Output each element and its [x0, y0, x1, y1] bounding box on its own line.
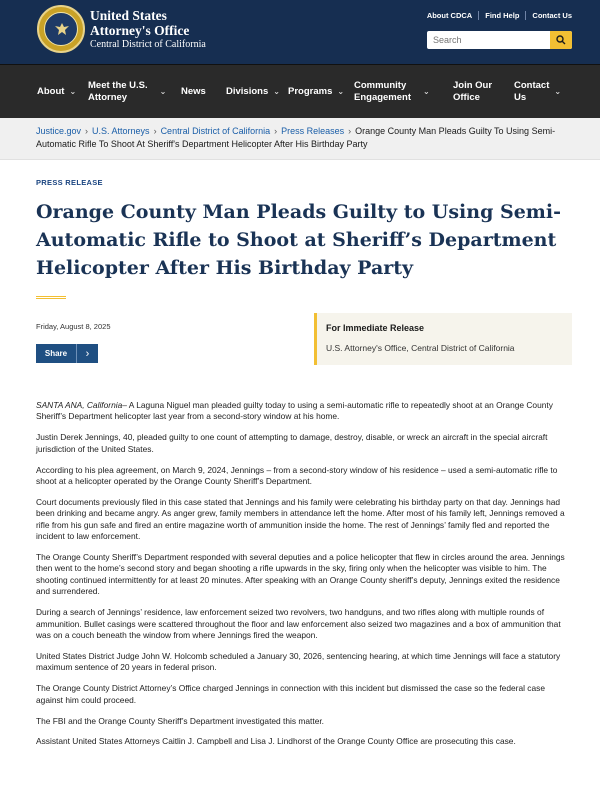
nav-item-contact[interactable] — [514, 65, 561, 119]
breadcrumb-link[interactable]: Central District of California — [160, 126, 271, 136]
nav-label — [453, 80, 492, 104]
nav-item-meet-attorney[interactable] — [88, 65, 166, 119]
chevron-down-icon: ⌄ — [554, 87, 562, 96]
breadcrumb-separator: › — [274, 126, 278, 136]
body-paragraph: According to his plea agreement, on March 9, 2024, Jennings – from a second-story window of his residence – used a semi-automatic rifle to shoot at a helicopter operated by the Orange County Sheriff’s Department. — [36, 464, 558, 487]
body-paragraph: Justin Derek Jennings, 40, pleaded guilty to one count of attempting to damage, destroy, disable, or wreck an aircraft in the special aircraft jurisdiction of the United States. — [36, 432, 548, 454]
nav-label-line2: Us — [514, 92, 527, 103]
body-paragraph: United States District Judge John W. Holcomb scheduled a January 30, 2026, sentencing hearing, at which time Jennings will face a statutory maximum sentence of 20 years in federal prison. — [36, 650, 561, 673]
body-paragraph: The Orange County Sheriff’s Department responded with several deputies and a police helicopter that flew in circles around the area. Jennings then went to the home’s second story and began shooting a rifle upwards in the sky, firing only when the helicopter was visible to him. The shooting continued intermittently for at least 20 minutes. After speaking with an Orange County sheriff’s deputy, Jennings exited the residence and surrendered. — [36, 552, 565, 597]
chevron-down-icon: ⌄ — [273, 87, 280, 96]
util-link-find-help[interactable]: Find Help — [479, 11, 526, 20]
chevron-right-icon: › — [76, 344, 98, 363]
share-button[interactable] — [36, 344, 98, 363]
search-input[interactable] — [427, 31, 550, 49]
office-name-line1: United States — [90, 8, 167, 23]
utility-links — [421, 11, 572, 20]
breadcrumb-link[interactable]: U.S. Attorneys — [92, 126, 150, 136]
breadcrumb-current: Orange County Man Pleads Guilty To Using Semi-Automatic Rifle To Shoot At Sheriff's Department Helicopter After His Birthday Party — [36, 126, 556, 149]
office-district: Central District of California — [90, 39, 206, 50]
main-nav — [0, 64, 600, 118]
breadcrumb-separator: › — [85, 126, 89, 136]
search-button[interactable] — [550, 31, 572, 49]
title-divider — [36, 296, 66, 299]
nav-label — [514, 80, 549, 104]
nav-item-about[interactable] — [37, 65, 76, 119]
breadcrumb-separator: › — [153, 126, 157, 136]
nav-item-community[interactable] — [354, 65, 430, 119]
body-paragraph: The FBI and the Orange County Sheriff’s Department investigated this matter. — [36, 715, 324, 726]
nav-label — [354, 80, 411, 104]
nav-label-line1: Contact — [514, 80, 550, 91]
paragraph-text: – A Laguna Niguel man pleaded guilty today to using a semi-automatic rifle to repeatedly shoot at an Orange County Sheriff’s Department helicopter last year from a second-story window at his home. — [36, 400, 553, 422]
nav-label-line2: Attorney — [88, 92, 128, 103]
nav-item-news[interactable] — [181, 65, 206, 119]
chevron-down-icon: ⌄ — [159, 87, 167, 96]
util-link-contact[interactable]: Contact Us — [532, 11, 572, 20]
release-info-box — [314, 313, 572, 365]
breadcrumb-link[interactable]: Press Releases — [281, 126, 345, 136]
breadcrumb-separator: › — [348, 126, 352, 136]
release-date: Friday, August 8, 2025 — [36, 322, 111, 331]
doj-seal-logo[interactable] — [37, 5, 85, 53]
nav-item-join[interactable] — [453, 65, 492, 119]
seal-inner — [44, 12, 78, 46]
nav-label-line1: Community — [354, 80, 407, 91]
nav-item-programs[interactable] — [288, 65, 344, 119]
site-header — [0, 0, 600, 64]
breadcrumb-link[interactable]: Justice.gov — [36, 126, 82, 136]
search-box — [427, 31, 572, 49]
breadcrumb — [0, 118, 600, 160]
page-title: Orange County Man Pleads Guilty to Using Semi-Automatic Rifle to Shoot at Sheriff’s Department Helicopter After His Birthday Party — [36, 201, 561, 279]
article-body — [36, 400, 570, 757]
nav-item-divisions[interactable] — [226, 65, 280, 119]
office-name[interactable] — [90, 8, 189, 38]
nav-label — [88, 80, 148, 104]
nav-label: Programs — [288, 86, 333, 97]
body-paragraph: Court documents previously filed in this case stated that Jennings and his family were celebrating his birthday party on that day. Jennings had been drinking and became angry. As anger grew, family members in attendance left the home. After most of his family left, Jennings removed a rifle from his gun safe and fired an entire magazine worth of ammunition inside the home. The rest of Jennings’ family fled and reported the incident to law enforcement. — [36, 496, 565, 542]
body-paragraph: Assistant United States Attorneys Caitlin J. Campbell and Lisa J. Lindhorst of the Orange County Office are prosecuting this case. — [36, 736, 516, 747]
eagle-icon — [54, 21, 70, 37]
nav-label: Divisions — [226, 86, 269, 97]
nav-label-line1: Meet the U.S. — [88, 80, 148, 91]
nav-label-line2: Engagement — [354, 92, 412, 103]
release-heading: For Immediate Release — [326, 323, 425, 333]
nav-label: News — [181, 86, 206, 97]
chevron-down-icon: ⌄ — [423, 87, 430, 96]
util-link-about[interactable]: About CDCA — [421, 11, 479, 20]
release-source: U.S. Attorney's Office, Central District of California — [326, 343, 515, 353]
body-paragraph — [36, 400, 570, 423]
press-release-label: PRESS RELEASE — [36, 178, 103, 187]
nav-label-line1: Join Our — [453, 80, 493, 91]
body-paragraph: During a search of Jennings’ residence, law enforcement seized two revolvers, two handguns, and two rifles along with multiple rounds of ammunition. Bullet casings were scattered throughout the floor and law enforcement also seized two magazines and a box of ammunition that was on a couch beneath the window from where Jennings fired the weapon. — [36, 607, 561, 640]
nav-label: About — [37, 86, 65, 97]
dateline: SANTA ANA, California — [36, 400, 123, 410]
office-name-line2: Attorney's Office — [90, 23, 190, 38]
body-paragraph: The Orange County District Attorney’s Office charged Jennings in connection with this incident but dismissed the case so the federal case against him could proceed. — [36, 683, 545, 705]
share-label: Share — [44, 349, 68, 358]
chevron-down-icon: ⌄ — [69, 87, 77, 96]
search-icon — [556, 35, 566, 45]
nav-label-line2: Office — [453, 92, 480, 103]
chevron-down-icon: ⌄ — [337, 87, 345, 96]
